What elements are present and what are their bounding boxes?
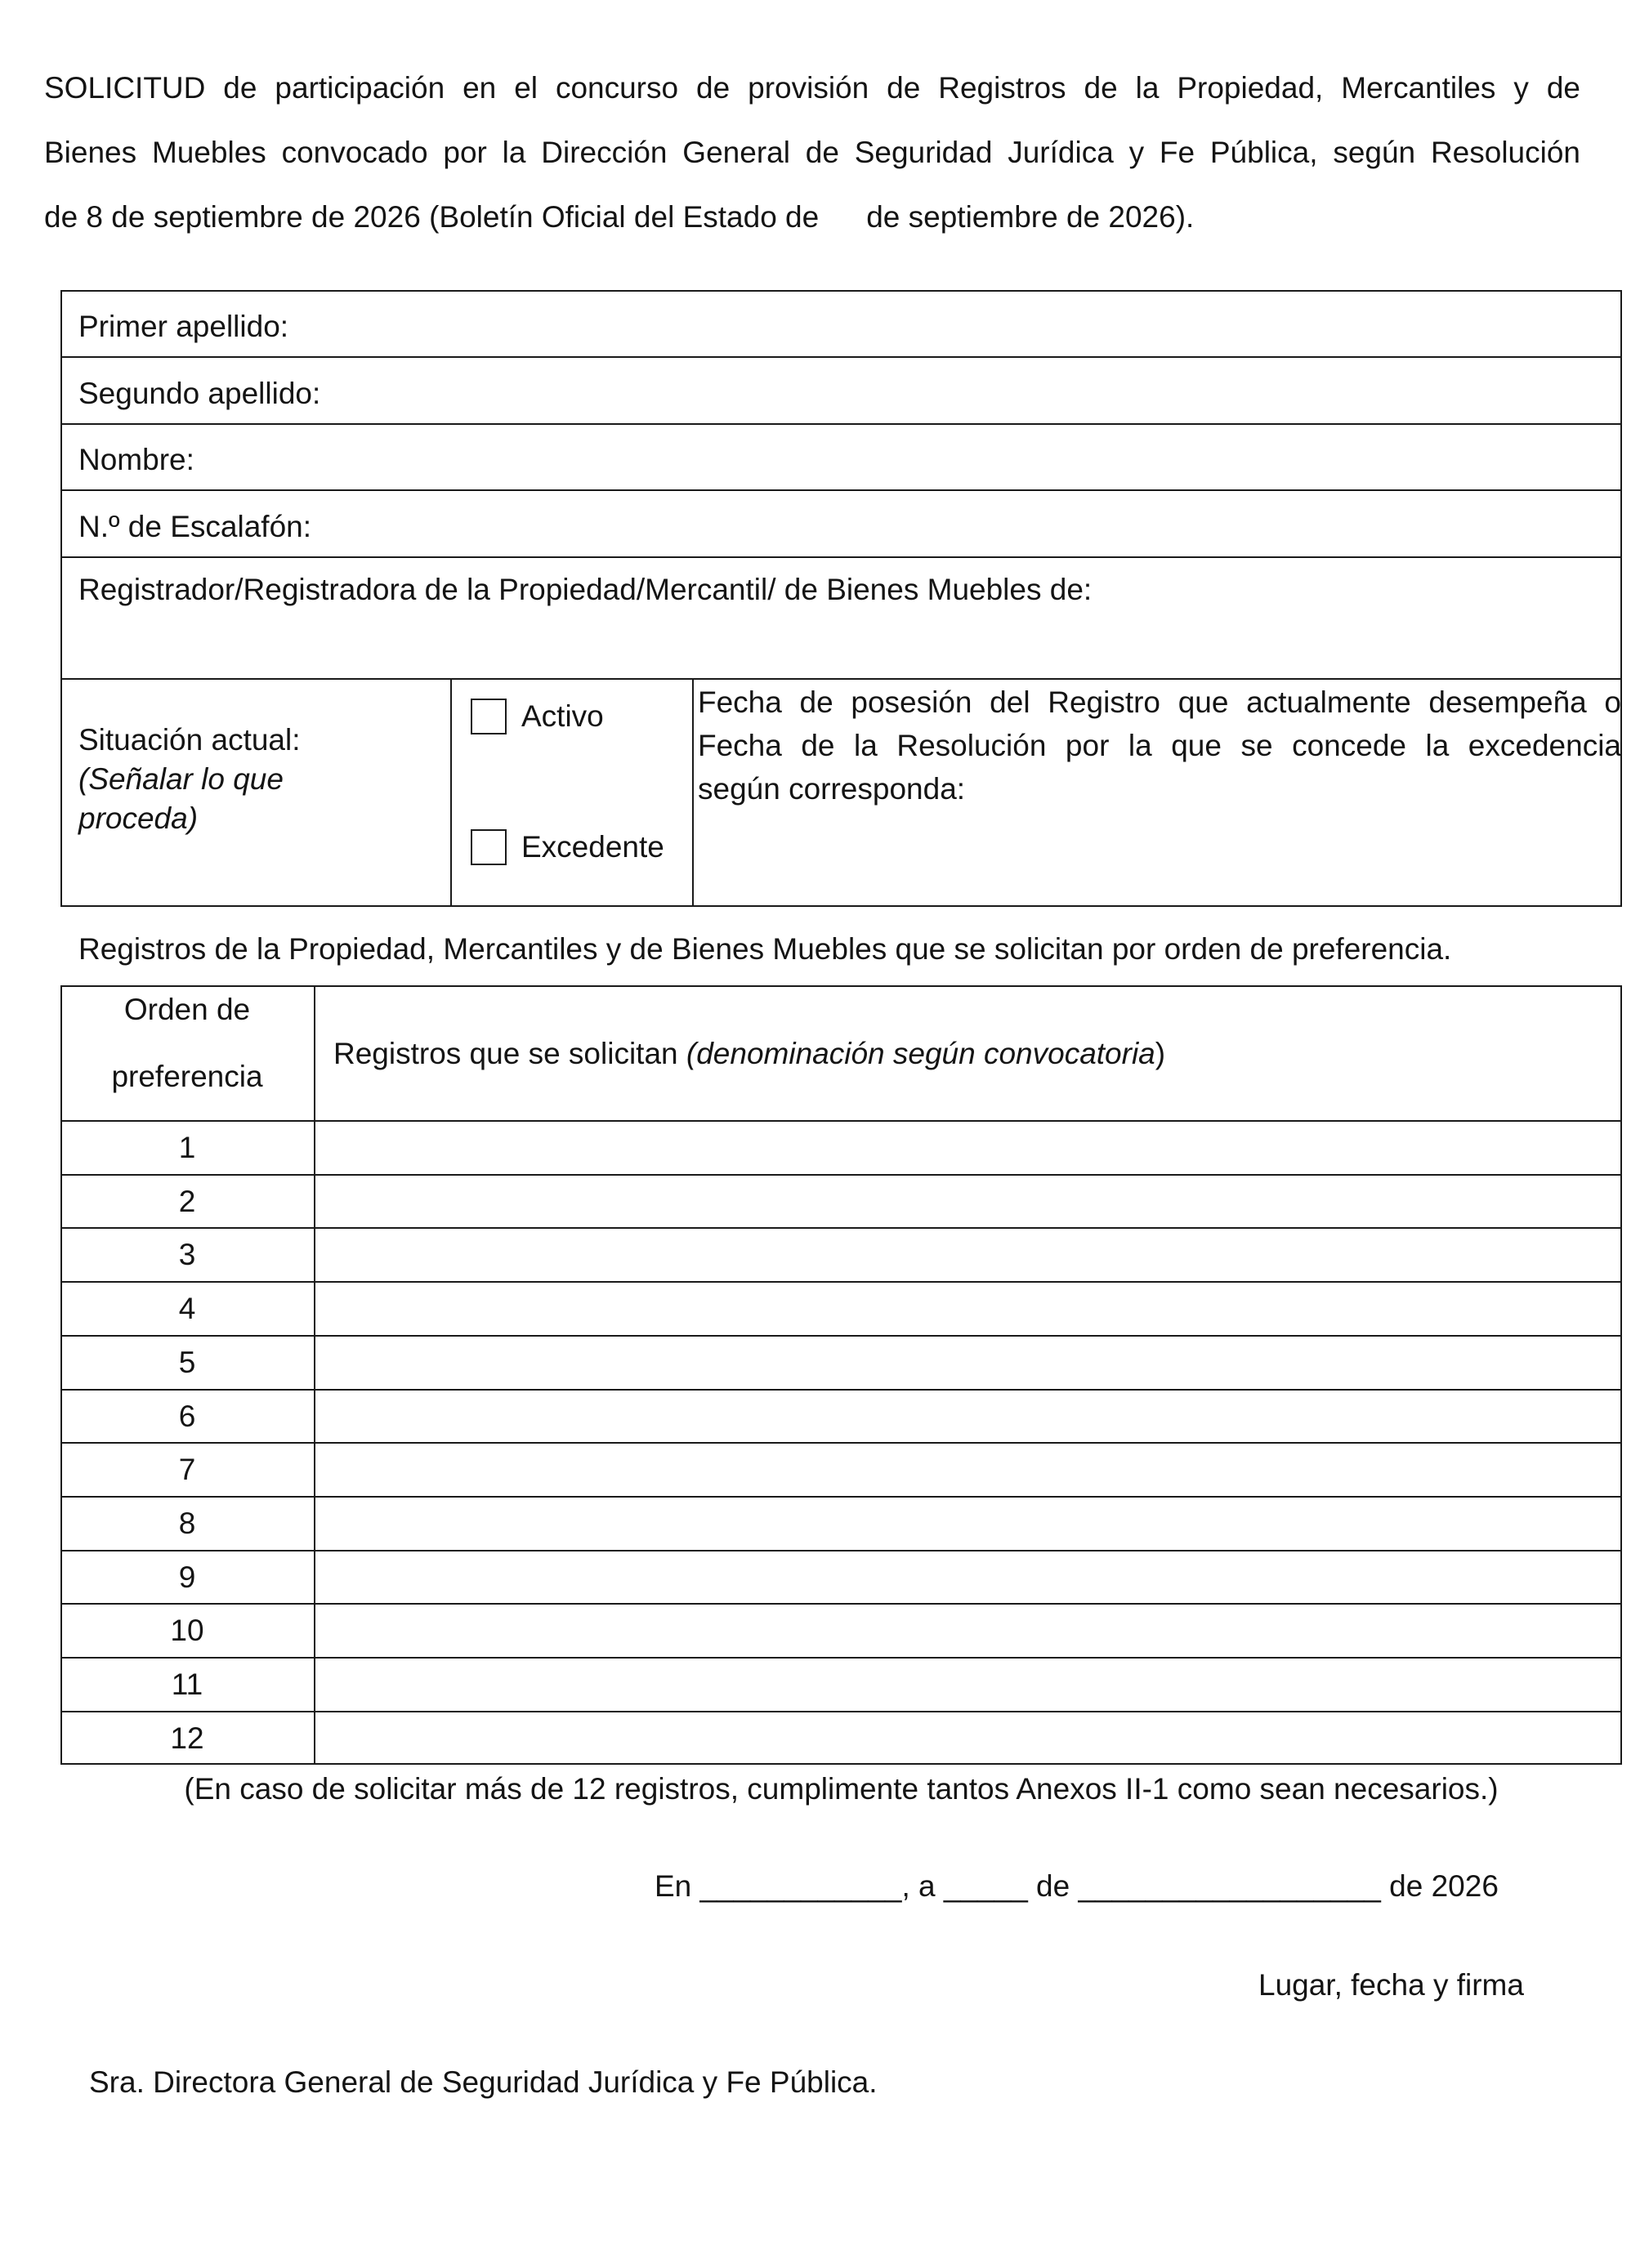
registro-input-cell[interactable]: [315, 1337, 1620, 1389]
col-header-order-line-2: preferencia: [111, 1060, 263, 1093]
intro-line-3-end: de septiembre de 2026).: [866, 200, 1195, 234]
row-divider: [60, 423, 1622, 425]
intro-paragraph: [44, 56, 1580, 249]
intro-line-1: SOLICITUD de participación en el concurso de provisión de Registros de la Propiedad, Mercantiles y de: [44, 71, 1580, 105]
registro-input-cell[interactable]: [315, 1498, 1620, 1550]
preference-number: 11: [171, 1668, 203, 1701]
situacion-hint-line-2: proceda): [78, 801, 199, 835]
preference-number: 3: [178, 1238, 196, 1271]
situacion-label: Situación actual:: [78, 723, 301, 757]
row-divider: [60, 489, 1622, 491]
registro-input-cell[interactable]: [315, 1605, 1620, 1657]
col-header-registros-close: ): [1155, 1037, 1166, 1070]
registro-input-cell[interactable]: [315, 1176, 1620, 1228]
col-header-registros-italic: (denominación según convocatoria: [686, 1037, 1155, 1070]
preferences-note: (En caso de solicitar más de 12 registros, cumplimente tantos Anexos II-1 como sean necesarios.): [184, 1772, 1499, 1806]
preference-number: 6: [178, 1400, 196, 1433]
preference-number: 7: [178, 1453, 196, 1486]
col-header-order-line-1: Orden de: [123, 993, 251, 1026]
situacion-hint-line-1: (Señalar lo que: [78, 762, 284, 796]
preference-number: 2: [178, 1185, 196, 1218]
nombre-label: Nombre:: [78, 443, 194, 476]
preference-number: 4: [178, 1292, 196, 1325]
place-date-line: En ____________, a _____ de __________________ de 2026: [655, 1869, 1499, 1903]
registro-input-cell[interactable]: [315, 1391, 1620, 1443]
row-divider: [60, 356, 1622, 358]
addressee: Sra. Directora General de Seguridad Jurídica y Fe Pública.: [89, 2065, 878, 2099]
col-divider: [450, 678, 452, 907]
registro-input-cell[interactable]: [315, 1551, 1620, 1604]
row-divider: [60, 556, 1622, 558]
registro-input-cell[interactable]: [315, 1659, 1620, 1711]
activo-label: Activo: [521, 699, 604, 733]
preference-number: 10: [170, 1614, 204, 1647]
intro-line-3: [44, 185, 1580, 249]
preference-number: 5: [178, 1346, 196, 1379]
registro-input-cell[interactable]: [315, 1122, 1620, 1174]
registro-input-cell[interactable]: [315, 1444, 1620, 1496]
fecha-posesion-line-3: según corresponda:: [698, 772, 966, 806]
primer-apellido-label: Primer apellido:: [78, 310, 289, 343]
excedente-label: Excedente: [521, 830, 664, 864]
registro-input-cell[interactable]: [315, 1283, 1620, 1335]
segundo-apellido-label: Segundo apellido:: [78, 377, 321, 410]
preference-number: 12: [170, 1721, 204, 1755]
escalafon-label: N.º de Escalafón:: [78, 510, 311, 543]
preference-number: 9: [178, 1560, 196, 1594]
intro-line-2: Bienes Muebles convocado por la Dirección General de Seguridad Jurídica y Fe Pública, según Resolución: [44, 136, 1580, 169]
excedente-checkbox[interactable]: [471, 829, 507, 865]
fecha-posesion-line-2: Fecha de la Resolución por la que se concede la excedencia: [698, 729, 1621, 762]
col-divider: [692, 678, 694, 907]
preference-number: 8: [178, 1507, 196, 1540]
col-header-registros: [333, 1036, 1165, 1072]
fecha-posesion-line-1: Fecha de posesión del Registro que actualmente desempeña o: [698, 685, 1621, 719]
intro-line-3-start: de 8 de septiembre de 2026 (Boletín Oficial del Estado de: [44, 200, 820, 234]
registro-input-cell[interactable]: [315, 1712, 1620, 1765]
registro-input-cell[interactable]: [315, 1229, 1620, 1281]
col-header-registros-text: Registros que se solicitan: [333, 1037, 686, 1070]
row-divider: [60, 678, 1622, 680]
signature-caption: Lugar, fecha y firma: [1258, 1968, 1524, 2002]
preference-number: 1: [178, 1131, 196, 1164]
registrador-label: Registrador/Registradora de la Propiedad/Mercantil/ de Bienes Muebles de:: [78, 573, 1093, 606]
preferences-title: Registros de la Propiedad, Mercantiles y de Bienes Muebles que se solicitan por orden de preferencia.: [78, 932, 1452, 966]
activo-checkbox[interactable]: [471, 699, 507, 734]
